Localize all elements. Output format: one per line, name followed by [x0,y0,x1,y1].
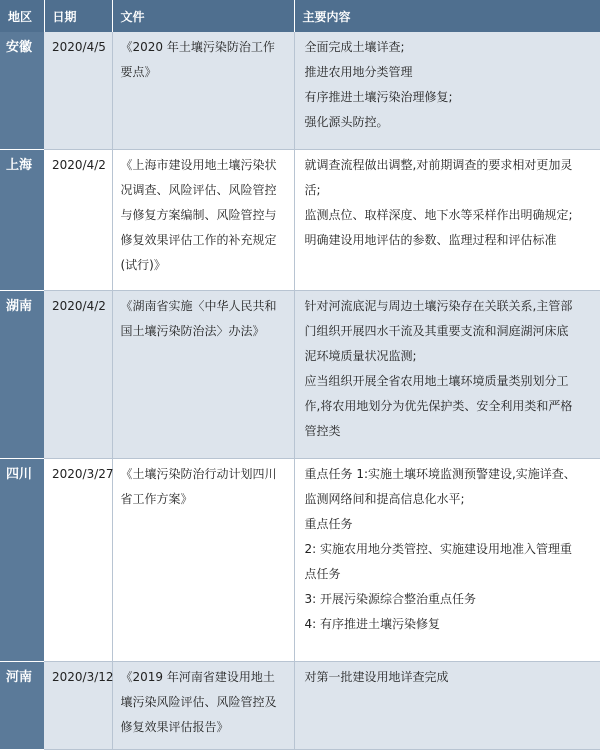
region-cell: 河南 [0,661,44,749]
content-line: 明确建设用地评估的参数、监理过程和评估标准 [304,232,557,247]
content-line: 点任务 [304,566,341,581]
document-line: 省工作方案》 [120,491,193,506]
header-date: 日期 [44,0,112,32]
region-cell: 湖南 [0,290,44,458]
content-line: 监测网络间和提高信息化水平; [304,491,465,506]
table-row [0,32,600,149]
region-cell: 上海 [0,149,44,290]
table-row [0,290,600,458]
content-cell [294,149,600,290]
header-region: 地区 [0,0,44,32]
content-cell [294,32,600,149]
document-line: 与修复方案编制、风险管控与 [120,207,277,222]
content-line: 活; [304,182,321,197]
content-line: 管控类 [304,423,341,438]
content-line: 泥环境质量状况监测; [304,348,417,363]
content-line: 4: 有序推进土壤污染修复 [304,616,440,631]
header-content: 主要内容 [294,0,600,32]
document-line: 《土壤污染防治行动计划四川 [120,466,277,481]
document-line: 《2020 年土壤污染防治工作 [120,40,275,54]
table-header-row [0,0,600,32]
content-line: 3: 开展污染源综合整治重点任务 [304,591,476,606]
document-line: (试行)》 [120,257,166,272]
date-cell: 2020/4/2 [44,290,112,458]
content-line: 有序推进土壤污染治理修复; [304,90,453,104]
date-cell: 2020/3/12 [44,661,112,749]
document-line: 《湖南省实施〈中华人民共和 [120,298,277,313]
document-cell [112,661,294,749]
content-line: 作,将农用地划分为优先保护类、安全利用类和严格 [304,398,573,413]
table-row [0,149,600,290]
content-cell [294,290,600,458]
content-line: 全面完成土壤详查; [304,40,405,54]
document-line: 《上海市建设用地土壤污染状 [120,157,277,172]
content-line: 门组织开展四水干流及其重要支流和洞庭湖河床底 [304,323,569,338]
document-line: 况调查、风险评估、风险管控 [120,182,277,197]
document-cell [112,32,294,149]
document-cell [112,458,294,661]
document-cell [112,290,294,458]
content-line: 2: 实施农用地分类管控、实施建设用地准入管理重 [304,541,572,556]
date-cell: 2020/4/2 [44,149,112,290]
content-cell [294,458,600,661]
content-line: 推进农用地分类管理 [304,65,413,79]
content-line: 就调查流程做出调整,对前期调查的要求相对更加灵 [304,157,573,172]
table-row [0,458,600,661]
content-line: 重点任务 1:实施土壤环境监测预警建设,实施详查、 [304,466,576,481]
document-line: 修复效果评估报告》 [120,719,229,734]
table-row [0,661,600,749]
document-line: 修复效果评估工作的补充规定 [120,232,277,247]
content-line: 针对河流底泥与周边土壤污染存在关联关系,主管部 [304,298,573,313]
document-line: 壤污染风险评估、风险管控及 [120,694,277,709]
content-line: 重点任务 [304,516,353,531]
date-cell: 2020/3/27 [44,458,112,661]
date-cell: 2020/4/5 [44,32,112,149]
document-line: 《2019 年河南省建设用地土 [120,669,275,684]
content-line: 对第一批建设用地详查完成 [304,669,449,684]
document-line: 要点》 [120,65,157,79]
content-cell [294,661,600,749]
document-cell [112,149,294,290]
content-line: 监测点位、取样深度、地下水等采样作出明确规定; [304,207,573,222]
header-document: 文件 [112,0,294,32]
region-cell: 四川 [0,458,44,661]
region-cell: 安徽 [0,32,44,149]
content-line: 应当组织开展全省农用地土壤环境质量类别划分工 [304,373,569,388]
document-line: 国土壤污染防治法〉办法》 [120,323,265,338]
content-line: 强化源头防控。 [304,115,389,129]
